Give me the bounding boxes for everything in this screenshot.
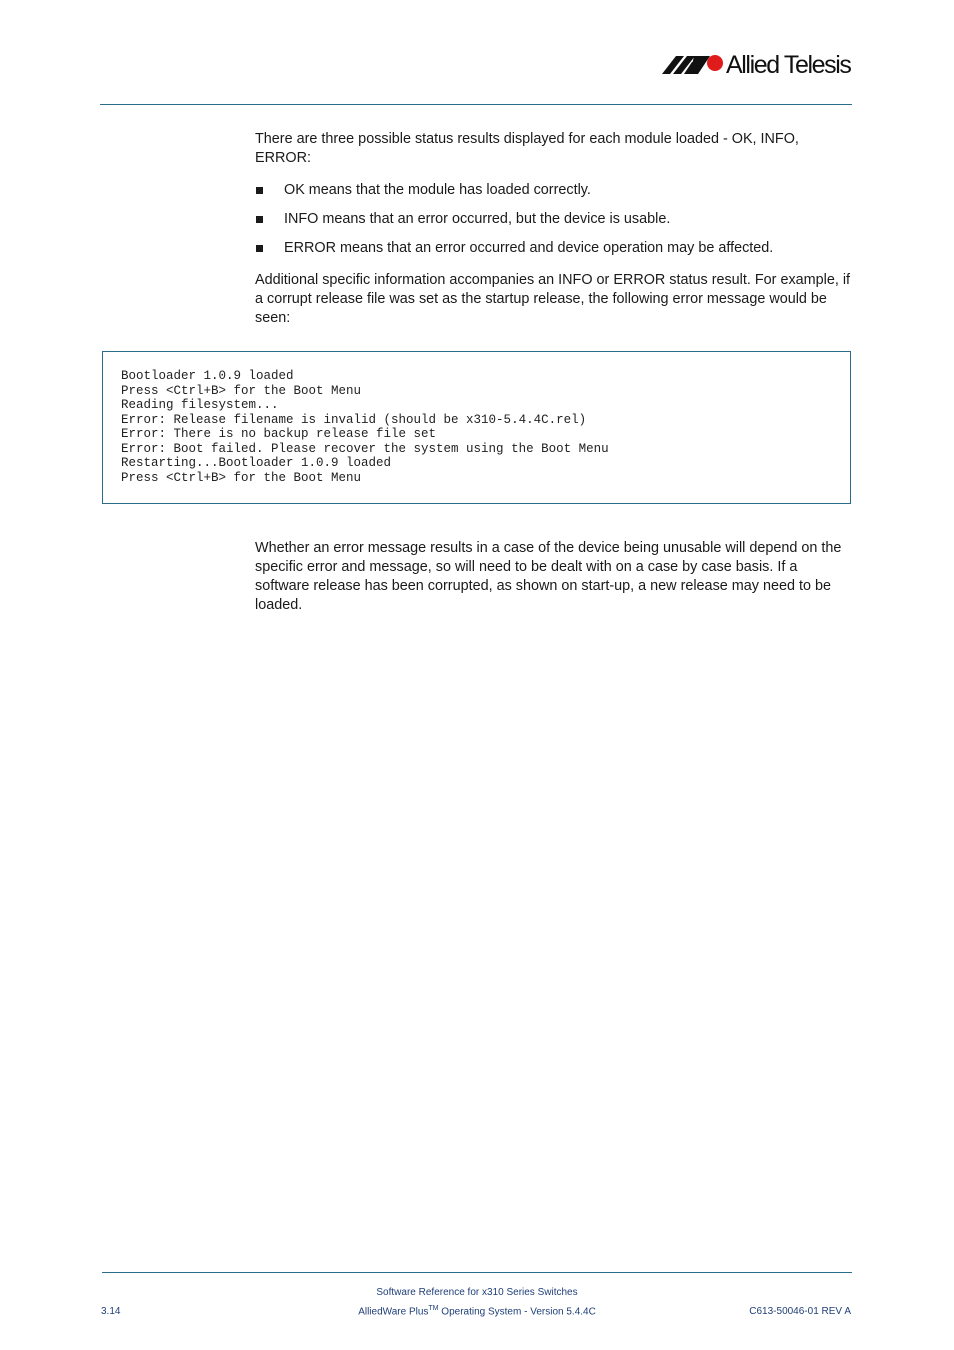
- list-item: [255, 210, 855, 239]
- list-item-text: ERROR means that an error occurred and device operation may be affected.: [284, 240, 774, 256]
- intro-paragraph: There are three possible status results displayed for each module loaded - OK, INFO, ERROR:: [255, 131, 799, 166]
- document-code: C613-50046-01 REV A: [749, 1306, 851, 1317]
- page-number: 3.14: [101, 1306, 121, 1317]
- console-line: Error: There is no backup release file set: [121, 427, 437, 441]
- list-item: [255, 181, 855, 210]
- header-divider: [100, 104, 852, 105]
- company-logo: [662, 50, 854, 80]
- console-line: Error: Boot failed. Please recover the system using the Boot Menu: [121, 441, 609, 456]
- closing-paragraph: Whether an error message results in a case of the device being unusable will depend on the specific error and message, so will need to be dealt with on a case by case basis. If a software release has been corrupted, as shown on start-up, a new release may need to be loaded.: [255, 540, 842, 613]
- console-line: Restarting...Bootloader 1.0.9 loaded: [121, 456, 392, 470]
- footer-version: Operating System - Version 5.4.4C: [438, 1306, 596, 1318]
- trademark-mark: TM: [428, 1305, 439, 1312]
- console-line: Press <Ctrl+B> for the Boot Menu: [121, 470, 362, 485]
- square-bullet-icon: [256, 216, 263, 223]
- console-line: Reading filesystem...: [121, 398, 279, 412]
- list-item-text: OK means that the module has loaded correctly.: [284, 182, 591, 198]
- square-bullet-icon: [256, 187, 263, 194]
- allied-telesis-logo-icon: [662, 50, 726, 80]
- console-line: Error: Release filename is invalid (should be x310-5.4.4C.rel): [121, 412, 587, 427]
- additional-info-paragraph: Additional specific information accompanies an INFO or ERROR status result. For example, if a corrupt release file was set as the startup release, the following error message would be seen:: [255, 272, 851, 326]
- logo-text: Allied Telesis: [726, 51, 851, 79]
- footer-product: AlliedWare Plus: [358, 1306, 429, 1318]
- footer-divider: [102, 1272, 852, 1273]
- console-output-box: [102, 351, 851, 504]
- footer-title: Software Reference for x310 Series Switches: [376, 1287, 578, 1298]
- console-line: Press <Ctrl+B> for the Boot Menu: [121, 383, 362, 398]
- footer-subtitle: [300, 1305, 654, 1317]
- list-item-text: INFO means that an error occurred, but the device is usable.: [284, 211, 671, 227]
- list-item: [255, 239, 855, 268]
- status-list: [255, 181, 855, 268]
- square-bullet-icon: [256, 245, 263, 252]
- console-line: Bootloader 1.0.9 loaded: [121, 369, 294, 383]
- console-output: [121, 369, 609, 485]
